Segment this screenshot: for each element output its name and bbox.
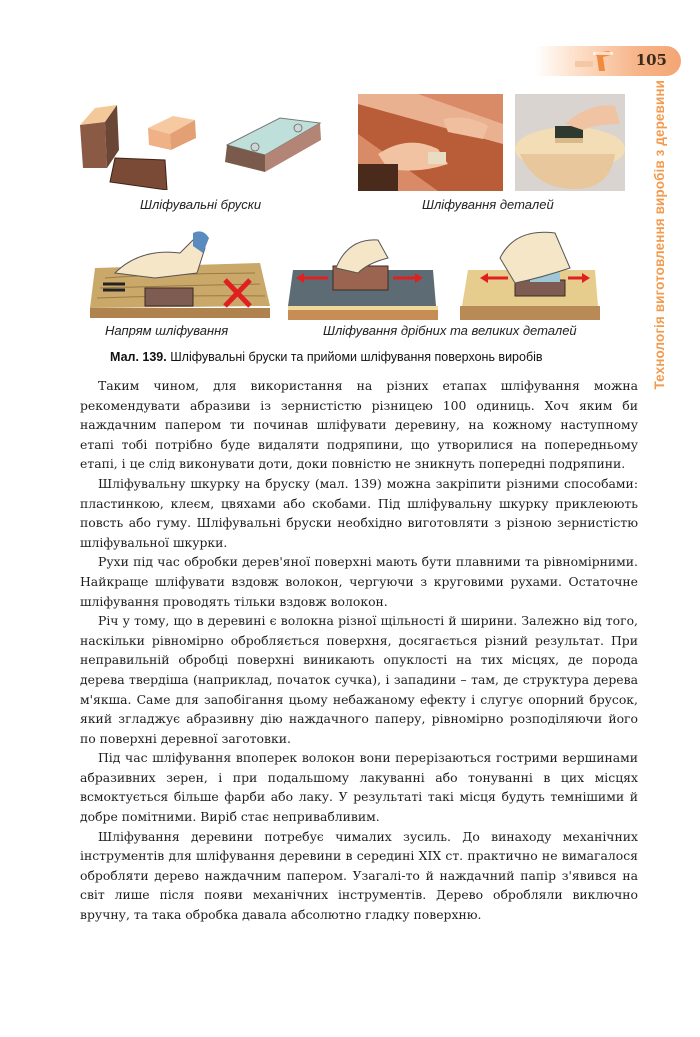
sanding-parts-photo <box>358 94 503 191</box>
panel-caption-small-large-parts: Шліфування дрібних та великих деталей <box>323 323 577 338</box>
paragraph: Річ у тому, що в деревині є волокна різної щільності й ширини. Залежно від того, наскільки рівномірно обробляється поверхня, досягається різний результат. При неправильній обробці поверхні виникають опуклості на тих місцях, де порода дерева твердіша (наприклад, початок сучка), і западини – там, де структура дерева м'якша. Саме для запобігання цьому небажаному ефекту і слугує опорний брусок, який згладжує абразивну дію наждачного паперу, рівномірно розподіляючи його по поверхні деревної заготовки. <box>80 613 638 746</box>
paragraph: Під час шліфування впоперек волокон вони перерізаються гострими вершинами абразивних зерен, і при подальшому лакуванні або тонуванні в цих місцях всмоктується більше фарби або лаку. У результаті такі місця будуть темнішими й добре помітними. Виріб стає непривабливим. <box>80 750 638 825</box>
woodworking-tools-icon <box>575 49 619 73</box>
panel-caption-sanding-blocks: Шліфувальні бруски <box>140 197 262 212</box>
figure-caption <box>110 350 610 364</box>
sanding-round-part-photo <box>515 94 625 191</box>
figure-caption-text: Шліфувальні бруски та прийоми шліфування поверхонь виробів <box>170 350 543 364</box>
side-title-text: Технологія виготовлення виробів з деревини <box>651 80 667 390</box>
panel-caption-sanding-parts: Шліфування деталей <box>422 197 554 212</box>
sanding-small-parts-illustration <box>288 228 438 320</box>
paragraph: Таким чином, для використання на різних етапах шліфування можна рекомендувати абразиви із зернистістю різницею 100 одиниць. Хоч яким би наждачним папером ти починав шліфувати деревину, на кожному наступному етапі тобі потрібно буде видаляти подряпини, що утворилися на попередньому етапі, і це слід виконувати доти, доки повністю не зникнуть попередні подряпини. <box>80 378 638 472</box>
page-number: 105 <box>635 51 667 69</box>
section-side-title <box>645 80 673 390</box>
sanding-blocks-image <box>75 90 330 190</box>
sanding-direction-illustration <box>85 228 275 320</box>
paragraph: Шліфувальну шкурку на бруску (мал. 139) можна закріпити різними способами: пластинкою, клеєм, цвяхами або скобами. Під шліфувальну шкурку приклеюють повсть або гуму. Шліфувальні бруски необхідно виготовляти з різною зернистістю шліфувальної шкурки. <box>80 475 638 550</box>
body-text <box>80 376 638 925</box>
paragraph: Рухи під час обробки дерев'яної поверхні мають бути плавними та рівномірними. Найкраще шліфувати вздовж волокон, чергуючи з круговими рухами. Остаточне шліфування проводять тільки вздовж волокон. <box>80 554 638 609</box>
paragraph: Шліфування деревини потребує чималих зусиль. До винаходу механічних інструментів для шліфування деревини в середині XIX ст. практично не вимагалося обробляти дерево наждачним папером. Узагалі-то й наждачний папір з'явився на світ лише після появи механічних інструментів. Дерево обробляли виключно вручну, та така обробка давала абсолютно гладку поверхню. <box>80 828 638 923</box>
panel-caption-sanding-direction: Напрям шліфування <box>105 323 229 338</box>
figure-139 <box>70 80 640 370</box>
sanding-large-parts-illustration <box>460 228 600 320</box>
figure-label: Мал. 139. <box>110 350 167 364</box>
page-number-tab <box>535 46 681 76</box>
